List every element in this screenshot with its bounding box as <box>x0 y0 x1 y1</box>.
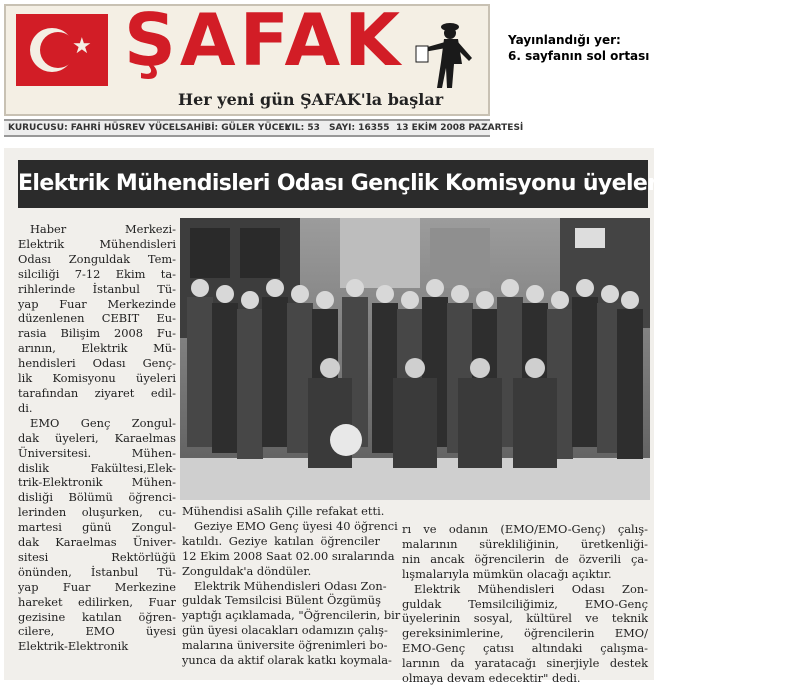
article-text-line: rı ve odanın (EMO/EMO-Genç) çalış- <box>402 522 648 536</box>
article-text-line: rihlerinde İstanbul Tü- <box>18 281 176 296</box>
article-text-line: malarının sürekliliğinin, üretkenliği- <box>402 536 648 551</box>
article-text-line: trik-Elektronik Mühen- <box>18 475 176 490</box>
year-label: YIL: 53 <box>285 123 320 133</box>
article-text-line: gezisine katılan öğren- <box>18 609 176 624</box>
issue-label: SAYI: 16355 <box>329 123 390 133</box>
headline-bar <box>18 160 803 208</box>
publication-note <box>508 32 649 64</box>
article-column-2 <box>182 504 401 668</box>
article-text-line: Elektrik-Elektronik <box>18 639 129 654</box>
article-text-line: dak Karaelmas Üniver- <box>18 535 176 550</box>
article-text-line: nin ancak öğrencilerin de özverili ça- <box>402 551 648 566</box>
article-text-line: yap Fuar Merkezine <box>18 579 176 594</box>
article-text-line: Mühendisi aSalih Çille refakat etti. <box>182 504 385 518</box>
article-text-line: EMO-Genç çatısı altındaki çalışma- <box>402 641 648 656</box>
article-headline: Elektrik Mühendisleri Odası Gençlik Komisyonu üyeleri İstanbul'da <box>18 171 803 196</box>
group-photo <box>180 218 650 500</box>
article-column-3 <box>402 522 648 686</box>
group-photo-image <box>180 218 650 500</box>
article-text-line: 12 Ekim 2008 Saat 02.00 sıralarında <box>182 548 395 563</box>
article-text-line: larının da yaratacağı sinerjiyle destek <box>402 656 648 671</box>
article-text-line: lik Komisyonu üyeleri <box>18 371 176 386</box>
date-label: 13 EKİM 2008 PAZARTESİ <box>396 123 524 133</box>
newspaper-masthead <box>4 0 490 116</box>
article-text-line: lerinden oluşurken, cu- <box>18 505 176 520</box>
news-article <box>4 148 803 686</box>
article-column-1 <box>18 222 176 654</box>
newspaper-slogan: Her yeni gün ŞAFAK'la başlar <box>178 90 444 109</box>
article-text-line: yap Fuar Merkezinde <box>18 296 176 311</box>
article-text-line: düzenlenen CEBIT Eu- <box>18 311 176 326</box>
article-text-line: tarafından ziyaret edil- <box>18 385 176 400</box>
article-text-line: Geziye EMO Genç üyesi 40 öğrenci <box>194 518 398 533</box>
article-text-line: Üniversitesi. Mühen- <box>18 445 176 460</box>
article-text-line: gün üyesi olacakları odamızın çalış- <box>182 623 388 638</box>
article-text-line: hendisleri Odası Genç- <box>18 356 176 371</box>
article-text-line: Elektrik Mühendisleri <box>18 236 176 251</box>
article-text-line: dislik Fakültesi,Elek- <box>18 460 176 475</box>
article-text-line: yunca da aktif olarak katkı koymala- <box>182 653 392 668</box>
article-text-line: rasia Bilişim 2008 Fu- <box>18 326 176 341</box>
article-text-line: Haber Merkezi- <box>30 222 176 236</box>
article-text-line: Elektrik Mühendisleri Odası Zon- <box>194 578 387 593</box>
article-text-line: Odası Zonguldak Tem- <box>18 251 176 266</box>
article-text-line: yaptığı açıklamada, "Öğrencilerin, bir <box>182 608 401 623</box>
article-text-line: lışmalarıyla mümkün olacağı açıktır. <box>402 566 612 581</box>
article-text-line: martesi günü Zongul- <box>18 520 176 535</box>
newspaper-logo: ŞAFAK <box>124 0 405 82</box>
publication-note-line2: 6. sayfanın sol ortası <box>508 49 650 63</box>
article-text-line: dak üyeleri, Karaelmas <box>18 430 176 445</box>
turkish-flag-icon: ★ <box>16 14 108 86</box>
article-text-line: Zonguldak'a döndüler. <box>182 563 312 578</box>
article-text-line: cilere, EMO üyesi <box>18 624 176 639</box>
article-text-line: sitesi Rektörlüğü <box>18 549 176 564</box>
founder-label: KURUCUSU: FAHRİ HÜSREV YÜCEL <box>8 123 181 133</box>
article-text-line: önünden, İstanbul Tü- <box>18 564 176 579</box>
article-text-line: guldak Temsilcisi Bülent Özgümüş <box>182 593 381 608</box>
article-text-line: arının, Elektrik Mü- <box>18 341 176 356</box>
masthead-info-bar <box>4 119 524 137</box>
article-text-line: Elektrik Mühendisleri Odası Zon- <box>414 581 648 596</box>
article-text-line: olmaya devam edecektir" dedi. <box>402 671 581 686</box>
article-text-line: katıldı. Geziye katılan öğrenciler <box>182 533 380 548</box>
article-text-line: üyelerinin sosyal, kültürel ve teknik <box>402 611 648 626</box>
article-text-line: guldak Temsilciliğimiz, EMO-Genç <box>402 596 648 611</box>
article-text-line: hareket edilirken, Fuar <box>18 594 176 609</box>
article-text-line: di. <box>18 400 33 415</box>
article-text-line: EMO Genç Zongul- <box>30 415 176 430</box>
article-text-line: malarına üniversite öğrenimleri bo- <box>182 638 388 653</box>
article-text-line: gereksinimlerine, öğrencilerin EMO/ <box>402 626 648 641</box>
publication-note-line1: Yayınlandığı yer: <box>508 33 621 47</box>
owner-label: SAHİBİ: GÜLER YÜCEL <box>180 123 291 133</box>
article-text-line: disliği Bölümü öğrenci- <box>18 490 176 505</box>
newspaper-seller-figure-icon <box>414 18 480 90</box>
article-text-line: silciliği 7-12 Ekim ta- <box>18 266 176 281</box>
